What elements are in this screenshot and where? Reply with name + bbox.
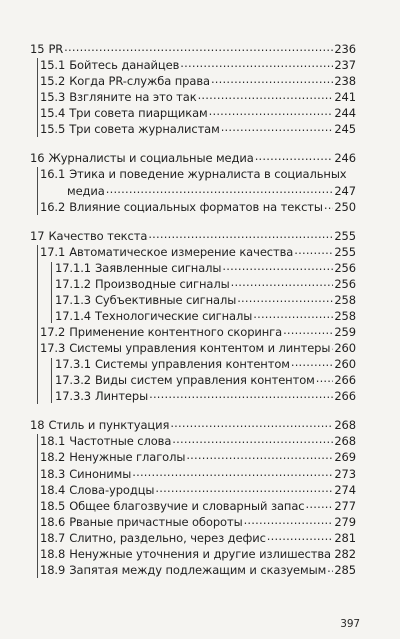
toc-entry[interactable] bbox=[0, 530, 400, 546]
toc-page-number: 281 bbox=[334, 530, 356, 545]
toc-number: 16.1 bbox=[40, 167, 66, 182]
toc-title: Ненужные уточнения и другие излишества bbox=[69, 546, 331, 561]
toc-title: Технологические сигналы bbox=[94, 308, 253, 323]
toc-number: 17.3.2 bbox=[55, 373, 91, 388]
toc-number: 15.5 bbox=[40, 122, 66, 137]
dot-leader bbox=[324, 197, 333, 213]
toc-page-number: 255 bbox=[334, 228, 356, 243]
toc-page-number: 241 bbox=[334, 90, 356, 105]
toc-page-number: 246 bbox=[334, 151, 356, 166]
toc-chapter[interactable] bbox=[0, 150, 400, 166]
toc-number: 17.3 bbox=[40, 341, 66, 356]
toc-title: Системы управления контентом и линтеры bbox=[69, 341, 331, 356]
dot-leader bbox=[332, 544, 333, 560]
toc-entry[interactable] bbox=[0, 546, 400, 562]
toc-page-number: 282 bbox=[334, 546, 356, 561]
toc-page-number: 268 bbox=[334, 434, 356, 449]
toc-entry[interactable] bbox=[0, 562, 400, 578]
toc-entry-line bbox=[40, 199, 356, 215]
toc-page-number: 244 bbox=[334, 106, 356, 121]
toc-entry[interactable] bbox=[0, 260, 400, 276]
toc-number: 18.6 bbox=[40, 514, 66, 529]
dot-leader bbox=[255, 148, 334, 164]
toc-entry[interactable] bbox=[0, 308, 400, 324]
indent-rule bbox=[37, 434, 38, 577]
toc-page-number: 238 bbox=[334, 74, 356, 89]
toc-entry-line bbox=[40, 530, 356, 546]
toc-number: 16 bbox=[30, 151, 45, 166]
dot-leader bbox=[267, 528, 334, 544]
toc-entry-line bbox=[40, 546, 356, 562]
toc-title: Производные сигналы bbox=[94, 276, 230, 291]
page-number: 397 bbox=[340, 618, 360, 630]
toc-number: 18.4 bbox=[40, 482, 66, 497]
toc-page-number: 237 bbox=[334, 58, 356, 73]
toc-entry[interactable] bbox=[0, 340, 400, 356]
toc-title: Рваные причастные обороты bbox=[69, 514, 243, 529]
toc-entry[interactable] bbox=[0, 121, 400, 137]
toc-page-number: 273 bbox=[334, 466, 356, 481]
toc-entry-continuation[interactable] bbox=[0, 183, 400, 199]
toc-entry[interactable] bbox=[0, 199, 400, 215]
dot-leader bbox=[106, 181, 334, 197]
toc-entry[interactable] bbox=[0, 57, 400, 73]
dot-leader bbox=[209, 103, 334, 119]
toc-number: 17.3.1 bbox=[55, 357, 91, 372]
toc-page-number: 259 bbox=[334, 325, 356, 339]
dot-leader bbox=[283, 322, 333, 338]
dot-leader bbox=[291, 354, 334, 370]
indent-rule bbox=[37, 245, 38, 405]
toc-number: 17 bbox=[30, 228, 45, 243]
toc-number: 18.2 bbox=[40, 450, 66, 465]
toc-title: Виды систем управления контентом bbox=[94, 373, 315, 388]
dot-leader bbox=[180, 55, 333, 71]
toc-entry[interactable] bbox=[0, 498, 400, 514]
indent-rule bbox=[51, 262, 52, 323]
toc-page-number: 236 bbox=[334, 42, 356, 56]
toc-title: Качество текста bbox=[48, 228, 148, 243]
dot-leader bbox=[170, 415, 333, 431]
toc-page-number: 256 bbox=[334, 260, 356, 275]
toc-title: Бойтесь данайцев bbox=[69, 58, 180, 73]
toc-title: Заявленные сигналы bbox=[94, 260, 222, 275]
dot-leader bbox=[237, 290, 333, 306]
toc-title: Частотные слова bbox=[69, 434, 172, 449]
toc-title: Этика и поведение журналиста в социальных bbox=[69, 167, 347, 182]
toc-title: Три совета пиарщикам bbox=[69, 106, 208, 121]
toc-title: PR bbox=[48, 42, 64, 56]
toc-page-number: 269 bbox=[334, 450, 356, 465]
toc-title: Ненужные глаголы bbox=[69, 450, 186, 465]
toc-number: 15.2 bbox=[40, 74, 66, 89]
toc-title: Три совета журналистам bbox=[69, 122, 220, 137]
toc-page-number: 247 bbox=[334, 183, 356, 198]
dot-leader bbox=[331, 338, 333, 354]
toc-entry[interactable] bbox=[0, 482, 400, 498]
toc-entry[interactable] bbox=[0, 324, 400, 340]
toc-title: Линтеры bbox=[94, 389, 149, 404]
toc-title: Субъективные сигналы bbox=[94, 292, 237, 307]
toc-page-number: 274 bbox=[334, 482, 356, 497]
toc-page-number: 255 bbox=[334, 244, 356, 259]
dot-leader bbox=[211, 71, 333, 87]
toc-entry-line bbox=[40, 562, 356, 578]
toc-entry[interactable] bbox=[0, 276, 400, 292]
toc-page-number: 250 bbox=[334, 199, 356, 214]
toc-page-number: 279 bbox=[334, 514, 356, 529]
toc-entry[interactable] bbox=[0, 388, 400, 404]
toc-number: 17.3.3 bbox=[55, 389, 91, 404]
toc-entry[interactable] bbox=[0, 89, 400, 105]
toc-page-number: 268 bbox=[334, 418, 356, 433]
dot-leader bbox=[306, 496, 334, 512]
toc-title: Системы управления контентом bbox=[94, 357, 290, 372]
toc-page-number: 266 bbox=[334, 373, 356, 388]
toc-page-number: 256 bbox=[334, 276, 356, 291]
toc-entry[interactable] bbox=[0, 292, 400, 308]
toc-entry-line bbox=[55, 388, 356, 404]
toc-number: 17.1.3 bbox=[55, 292, 91, 307]
toc-page-number: 260 bbox=[334, 341, 356, 356]
toc-number: 15.3 bbox=[40, 90, 66, 105]
toc-entry-line bbox=[40, 121, 356, 137]
toc-number: 15 bbox=[30, 42, 45, 56]
dot-leader bbox=[244, 512, 334, 528]
dot-leader bbox=[186, 447, 333, 463]
toc-title: Когда PR-служба права bbox=[69, 74, 210, 89]
dot-leader bbox=[316, 370, 334, 386]
toc-number: 18.5 bbox=[40, 498, 66, 513]
toc-page-number: 245 bbox=[334, 122, 356, 137]
toc-entry-line bbox=[55, 356, 356, 372]
toc-title: Синонимы bbox=[69, 466, 132, 481]
dot-leader bbox=[294, 242, 333, 258]
toc-number: 18 bbox=[30, 418, 45, 433]
toc-number: 17.1 bbox=[40, 244, 66, 259]
dot-leader bbox=[64, 39, 333, 55]
toc-page-number: 277 bbox=[334, 498, 356, 513]
toc-title: Автоматическое измерение качества bbox=[69, 244, 294, 259]
toc-title: Применение контентного скоринга bbox=[69, 325, 283, 339]
toc-number: 16.2 bbox=[40, 199, 66, 214]
dot-leader bbox=[198, 87, 334, 103]
toc-entry-line bbox=[40, 324, 356, 340]
toc-entry[interactable] bbox=[0, 105, 400, 121]
toc-title: Слитно, раздельно, через дефис bbox=[69, 530, 266, 545]
toc-title: Общее благозвучие и словарный запас bbox=[69, 498, 305, 513]
toc-entry[interactable] bbox=[0, 514, 400, 530]
toc-title: Стиль и пунктуация bbox=[48, 418, 170, 433]
toc-number: 18.9 bbox=[40, 562, 66, 577]
toc-number: 18.1 bbox=[40, 434, 66, 449]
toc-entry-line bbox=[67, 183, 356, 199]
toc-number: 17.1.2 bbox=[55, 276, 91, 291]
toc-page-number: 258 bbox=[334, 308, 356, 323]
dot-leader bbox=[222, 258, 333, 274]
dot-leader bbox=[221, 119, 334, 135]
dot-leader bbox=[132, 464, 333, 480]
toc-title: Взгляните на это так bbox=[69, 90, 197, 105]
toc-page-number: 260 bbox=[334, 357, 356, 372]
toc-entry-line bbox=[30, 150, 356, 166]
dot-leader bbox=[231, 274, 334, 290]
indent-rule bbox=[51, 358, 52, 403]
toc-number: 15.1 bbox=[40, 58, 66, 73]
toc-entry[interactable] bbox=[0, 356, 400, 372]
toc-title: Влияние социальных форматов на тексты bbox=[69, 199, 323, 214]
toc-number: 17.2 bbox=[40, 325, 66, 339]
toc-chapter[interactable] bbox=[0, 228, 400, 244]
toc-title-continuation: медиа bbox=[67, 183, 105, 198]
toc-number: 18.8 bbox=[40, 546, 66, 561]
dot-leader bbox=[253, 306, 333, 322]
dot-leader bbox=[172, 431, 333, 447]
dot-leader bbox=[149, 386, 333, 402]
toc-page-number: 266 bbox=[334, 389, 356, 404]
toc-number: 18.3 bbox=[40, 466, 66, 481]
toc-entry[interactable] bbox=[0, 244, 400, 260]
dot-leader bbox=[327, 560, 333, 576]
toc-title: Слова-уродцы bbox=[69, 482, 155, 497]
toc-title: Журналисты и социальные медиа bbox=[48, 151, 254, 166]
dot-leader bbox=[148, 226, 333, 242]
indent-rule bbox=[37, 58, 38, 137]
toc-number: 17.1.4 bbox=[55, 308, 91, 323]
dot-leader bbox=[155, 480, 333, 496]
toc-number: 15.4 bbox=[40, 106, 66, 121]
indent-rule bbox=[37, 167, 38, 214]
toc-number: 17.1.1 bbox=[55, 260, 91, 275]
toc-page-number: 285 bbox=[334, 562, 356, 577]
toc-page-number: 258 bbox=[334, 292, 356, 307]
toc-number: 18.7 bbox=[40, 530, 66, 545]
toc-title: Запятая между подлежащим и сказуемым bbox=[69, 562, 327, 577]
